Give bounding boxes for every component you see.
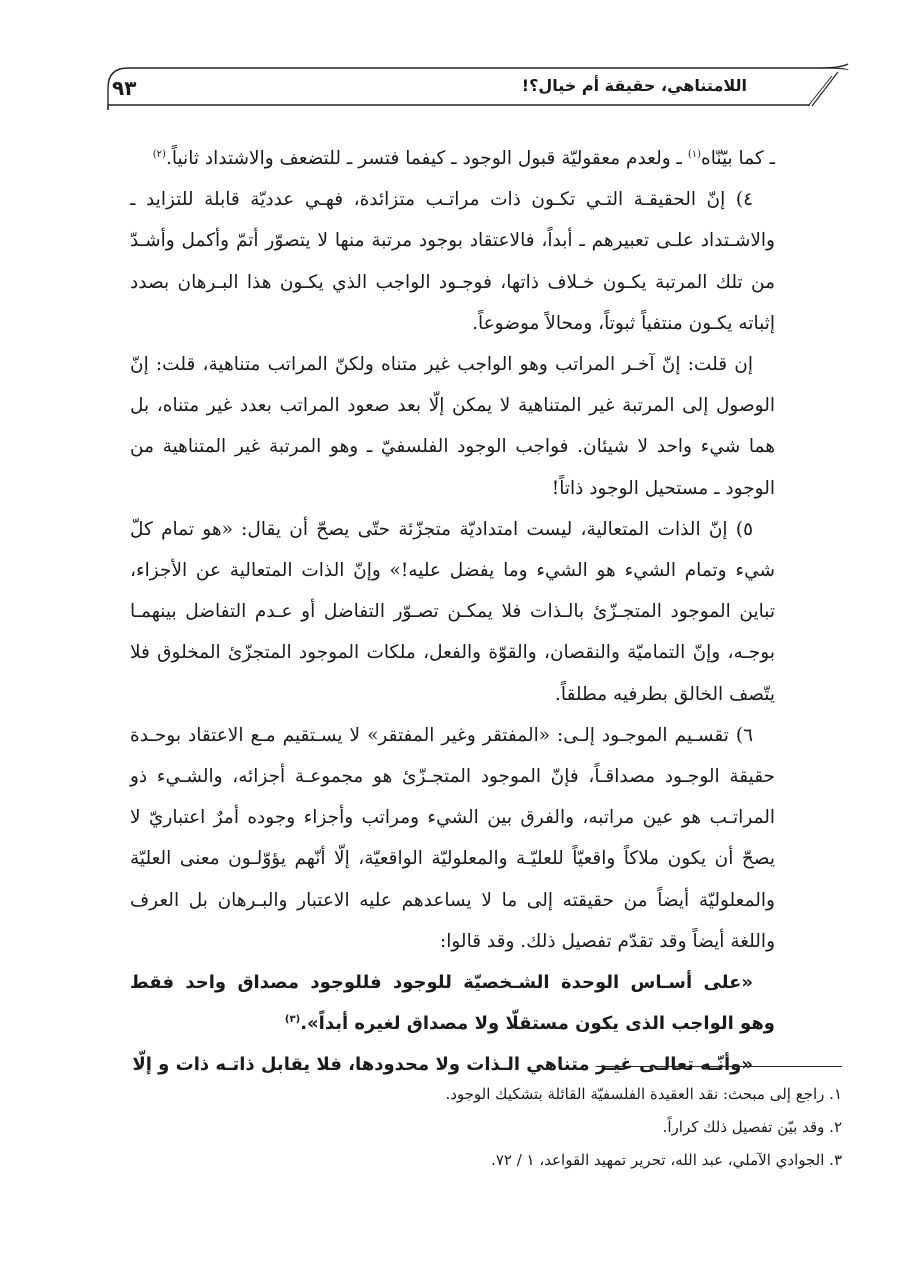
page-number: ٩٣ xyxy=(112,76,137,100)
paragraph: ٤) إنّ الحقيقـة التـي تكـون ذات مراتـب متزائدة، فهـي عدديّة قابلة للتزايد ـ والاشـتداد علـى تعبيرهم ـ أبداً، فالاعتقاد بوجود مرتبة منها لا يتصوّر أتمّ وأكمل وأشـدّ من تلك المرتبة يكـون خـلاف ذاتها، فوجـود الواجب الذي يكـون هذا البـرهان بصدد إثباته يكـون منتفياً ثبوتاً، ومحالاً موضوعاً. xyxy=(130,189,775,334)
running-title: اللامتناهي، حقيقة أم خيال؟! xyxy=(521,76,747,95)
footnotes xyxy=(360,1078,842,1177)
quotation: «وأنّـه تعالـى غيـر متناهي الـذات ولا محدودها، فلا يقابل ذاتـه ذات و إلّا xyxy=(132,1054,753,1076)
quotation: «على أسـاس الوحدة الشـخصيّة للوجود فللوجود مصداق واحد فقط وهو الواجب الذى يكون مستقلّا ولا مصداق لغيره أبداً».$^{(٣)}$ xyxy=(130,972,775,1035)
footnote-marker[interactable]: (٢) xyxy=(152,148,166,160)
footnote-marker[interactable]: (٣) xyxy=(284,1014,301,1026)
body-text xyxy=(130,138,775,1086)
footnote-item: ٢. وقد بيّن تفصيل ذلك كراراً. xyxy=(662,1118,842,1136)
footnote-item: ١. راجع إلى مبحث: نقد العقيدة الفلسفيّة القائلة بتشكيك الوجود. xyxy=(445,1085,842,1103)
footnote-marker[interactable]: (١) xyxy=(687,148,702,160)
paragraph: إن قلت: إنّ آخـر المراتب وهو الواجب غير متناه ولكنّ المراتب متناهية، قلت: إنّ الوصول إلى المرتبة غير المتناهية لا يمكن إلّا بعد صعود المراتب بعدد غير متناه، بل هما شيء واحد لا شيئان. فواجب الوجود الفلسفيّ ـ وهو المرتبة غير المتناهية من الوجود ـ مستحيل الوجود ذاتاً! xyxy=(130,354,775,499)
paragraph: ٥) إنّ الذات المتعالية، ليست امتداديّة متجزّئة حتّى يصحّ أن يقال: «هو تمام كلّ شيء وتمام الشيء هو الشيء وما يفضل عليه!» وإنّ الذات المتعالية عن الأجزاء، تباين الموجود المتجـزّئ بالـذات فلا يمكـن تصـوّر التفاضل أو عـدم التفاضل بينهمـا بوجـه، وإنّ التماميّة والنقصان، والقوّة والفعل، ملكات الموجود المتجزّئ المخلوق فلا يتّصف الخالق بطرفيه مطلقاً. xyxy=(130,518,775,705)
paragraph: ـ كما بيّنّاه$^{(١)}$ ـ ولعدم معقوليّة قبول الوجود ـ كيفما فتسر ـ للتضعف والاشتداد ثانياً.$^{(٢)}$ xyxy=(152,148,775,169)
footnote-item: ٣. الجوادي الآملي، عبد الله، تحرير تمهيد القواعد، ١ / ٧٢. xyxy=(491,1151,842,1169)
footnote-divider xyxy=(596,1066,842,1067)
paragraph: ٦) تقسـيم الموجـود إلـى: «المفتقر وغير المفتقر» لا يسـتقيم مـع الاعتقاد بوحـدة حقيقة الوجـود مصداقـاً، فإنّ الموجود المتجـزّئ هو مجموعـة أجزائه، والشـيء ذو المراتـب هو عين مراتبه، والفرق بين الشيء ومراتب وأجزاء وجوده أمرٌ اعتباريّ لا يصحّ أن يكون ملاكاً واقعيّاً للعليّـة والمعلوليّة الواقعيّة، إلّا أنّهم يؤوّلـون معنى العليّة والمعلوليّة أيضاً من حقيقته إلى ما لا يساعدهم عليه الاعتبار والبـرهان بل العرف واللغة أيضاً وقد تقدّم تفصيل ذلك. وقد قالوا: xyxy=(130,724,775,952)
page-header xyxy=(0,0,897,110)
